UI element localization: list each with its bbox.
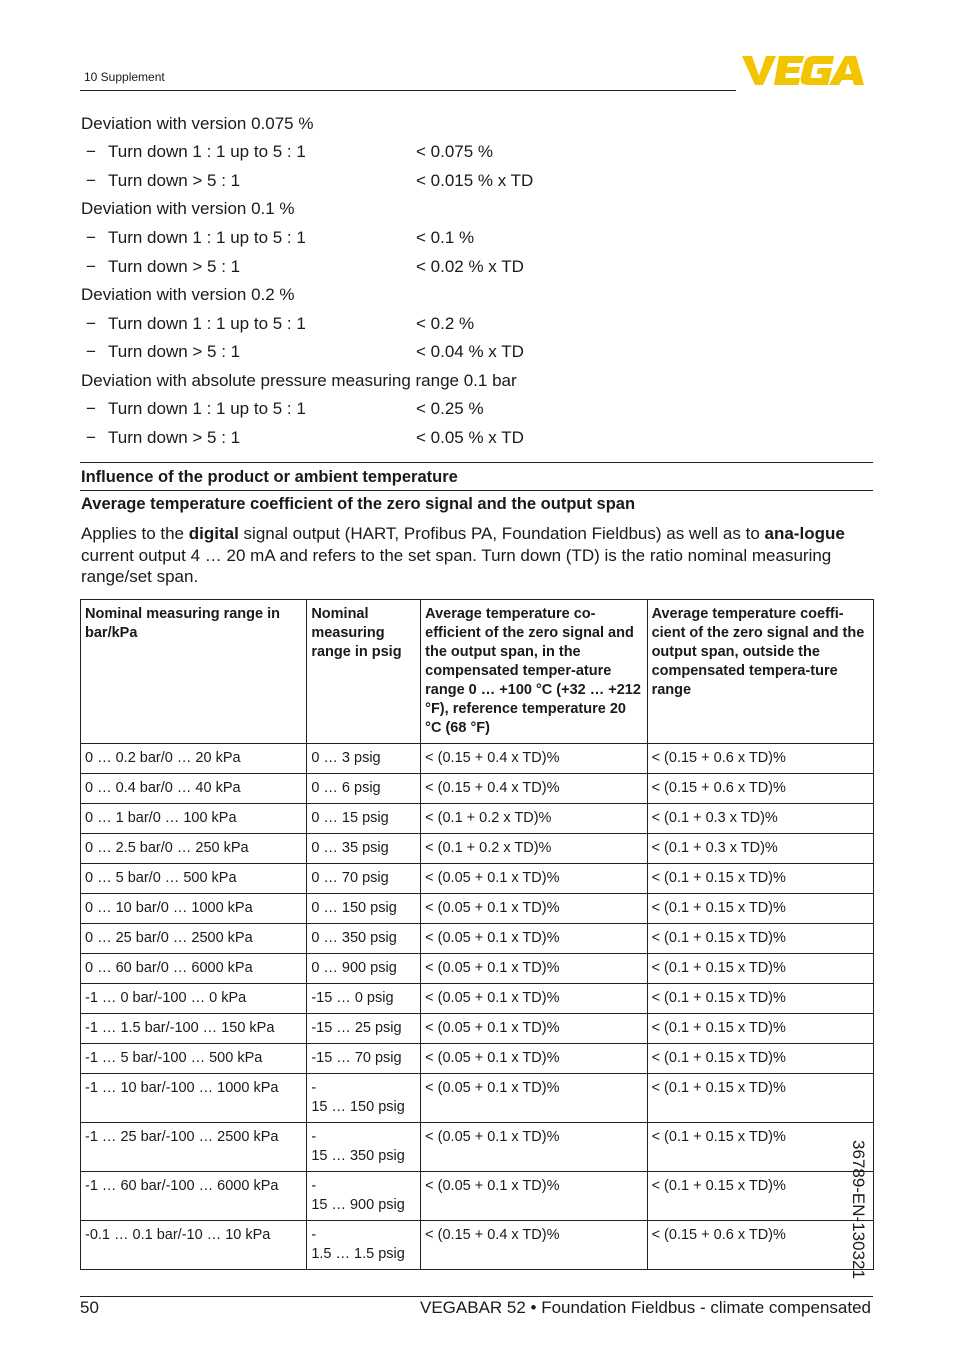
table-cell: < (0.05 + 0.1 x TD)% <box>421 864 647 894</box>
table-body <box>81 744 874 1270</box>
table-row <box>81 924 874 954</box>
dash: − <box>86 228 96 247</box>
table-cell: < (0.1 + 0.2 x TD)% <box>421 834 647 864</box>
table-cell: -1 … 1.5 bar/-100 … 150 kPa <box>81 1014 307 1044</box>
dash: − <box>86 342 96 361</box>
row-label-text: Turn down > 5 : 1 <box>108 171 241 190</box>
deviation-row-value: < 0.015 % x TD <box>416 171 534 190</box>
table-cell: < (0.1 + 0.15 x TD)% <box>647 1014 873 1044</box>
deviation-row-label <box>81 314 306 334</box>
deviation-row-label <box>81 228 306 248</box>
deviation-title: Deviation with version 0.2 % <box>81 285 295 304</box>
table-cell: 0 … 900 psig <box>307 954 421 984</box>
table-cell: -1 … 25 bar/-100 … 2500 kPa <box>81 1123 307 1172</box>
table-cell: < (0.15 + 0.4 x TD)% <box>421 774 647 804</box>
table-row <box>81 744 874 774</box>
table-cell: < (0.05 + 0.1 x TD)% <box>421 1044 647 1074</box>
table-cell: -1 … 5 bar/-100 … 500 kPa <box>81 1044 307 1074</box>
table-row <box>81 984 874 1014</box>
dash: − <box>86 428 96 447</box>
table-row <box>81 1044 874 1074</box>
table-row <box>81 894 874 924</box>
section-heading: Influence of the product or ambient temperature <box>81 468 458 486</box>
table-cell: < (0.1 + 0.15 x TD)% <box>647 1123 873 1172</box>
table-row <box>81 954 874 984</box>
table-row <box>81 1014 874 1044</box>
table-cell: < (0.1 + 0.15 x TD)% <box>647 864 873 894</box>
deviation-row-value: < 0.25 % <box>416 399 484 418</box>
table-cell: - 15 … 350 psig <box>307 1123 421 1172</box>
deviation-row-value: < 0.02 % x TD <box>416 257 524 276</box>
temperature-coefficient-table <box>80 599 874 1270</box>
table-cell: 0 … 2.5 bar/0 … 250 kPa <box>81 834 307 864</box>
table-cell: -1 … 0 bar/-100 … 0 kPa <box>81 984 307 1014</box>
table-cell: < (0.1 + 0.3 x TD)% <box>647 804 873 834</box>
table-cell: < (0.05 + 0.1 x TD)% <box>421 894 647 924</box>
table-cell: < (0.1 + 0.15 x TD)% <box>647 924 873 954</box>
table-row <box>81 1123 874 1172</box>
table-cell: < (0.15 + 0.4 x TD)% <box>421 744 647 774</box>
table-cell: < (0.1 + 0.15 x TD)% <box>647 984 873 1014</box>
row-label-text: Turn down > 5 : 1 <box>108 257 241 276</box>
table-cell: 0 … 0.4 bar/0 … 40 kPa <box>81 774 307 804</box>
column-header: Average temperature coeffi-cient of the zero signal and the output span, outside the compensated tempera-ture range <box>647 600 873 744</box>
deviation-row-label <box>81 171 240 191</box>
section-divider <box>80 462 873 463</box>
table-cell: < (0.15 + 0.6 x TD)% <box>647 744 873 774</box>
section-label: 10 Supplement <box>84 70 165 84</box>
page-number: 50 <box>80 1298 99 1317</box>
para-text: current output 4 … 20 mA and refers to the set span. Turn down (TD) is the ratio nominal measuring range/set span. <box>81 545 832 586</box>
table-cell: 0 … 15 psig <box>307 804 421 834</box>
column-header: Nominal measuring range in psig <box>307 600 421 744</box>
table-cell: 0 … 150 psig <box>307 894 421 924</box>
deviation-title: Deviation with absolute pressure measuring range 0.1 bar <box>81 371 517 390</box>
table-row <box>81 804 874 834</box>
table-row <box>81 834 874 864</box>
table-cell: < (0.1 + 0.3 x TD)% <box>647 834 873 864</box>
table-cell: < (0.1 + 0.15 x TD)% <box>647 894 873 924</box>
table-row <box>81 774 874 804</box>
table-cell: < (0.05 + 0.1 x TD)% <box>421 954 647 984</box>
footer-divider <box>80 1296 873 1297</box>
deviation-row-value: < 0.04 % x TD <box>416 342 524 361</box>
para-bold: digital <box>188 524 239 543</box>
table-cell: < (0.1 + 0.15 x TD)% <box>647 1172 873 1221</box>
table-cell: - 15 … 900 psig <box>307 1172 421 1221</box>
para-text: signal output (HART, Profibus PA, Foundation Fieldbus) as well as to <box>238 524 765 543</box>
dash: − <box>86 314 96 333</box>
table-cell: 0 … 0.2 bar/0 … 20 kPa <box>81 744 307 774</box>
table-cell: 0 … 60 bar/0 … 6000 kPa <box>81 954 307 984</box>
dash: − <box>86 171 96 190</box>
column-header: Average temperature co-efficient of the zero signal and the output span, in the compensated temper-ature range 0 … +100 °C (+32 … +212 °F), reference temperature 20 °C (68 °F) <box>421 600 647 744</box>
table-cell: < (0.1 + 0.15 x TD)% <box>647 1044 873 1074</box>
table-cell: -1 … 10 bar/-100 … 1000 kPa <box>81 1074 307 1123</box>
dash: − <box>86 142 96 161</box>
deviation-row-label <box>81 257 240 277</box>
table-cell: 0 … 70 psig <box>307 864 421 894</box>
table-cell: < (0.1 + 0.15 x TD)% <box>647 954 873 984</box>
deviation-row-value: < 0.2 % <box>416 314 475 333</box>
table-cell: < (0.1 + 0.2 x TD)% <box>421 804 647 834</box>
table-cell: 0 … 1 bar/0 … 100 kPa <box>81 804 307 834</box>
table-row <box>81 1221 874 1270</box>
dash: − <box>86 257 96 276</box>
column-header: Nominal measuring range in bar/kPa <box>81 600 307 744</box>
row-label-text: Turn down 1 : 1 up to 5 : 1 <box>108 314 306 333</box>
table-row <box>81 1172 874 1221</box>
row-label-text: Turn down > 5 : 1 <box>108 342 241 361</box>
deviation-row-label <box>81 399 306 419</box>
section-divider <box>80 490 873 491</box>
table-cell: 0 … 350 psig <box>307 924 421 954</box>
deviation-row-label <box>81 342 240 362</box>
table-cell: < (0.15 + 0.4 x TD)% <box>421 1221 647 1270</box>
table-cell: < (0.05 + 0.1 x TD)% <box>421 984 647 1014</box>
table-cell: 0 … 5 bar/0 … 500 kPa <box>81 864 307 894</box>
deviation-row-label <box>81 142 306 162</box>
table-cell: < (0.1 + 0.15 x TD)% <box>647 1074 873 1123</box>
row-label-text: Turn down 1 : 1 up to 5 : 1 <box>108 142 306 161</box>
table-cell: -15 … 25 psig <box>307 1014 421 1044</box>
row-label-text: Turn down > 5 : 1 <box>108 428 241 447</box>
deviation-row-value: < 0.075 % <box>416 142 494 161</box>
table-cell: < (0.05 + 0.1 x TD)% <box>421 1074 647 1123</box>
table-cell: -1 … 60 bar/-100 … 6000 kPa <box>81 1172 307 1221</box>
deviation-row-value: < 0.1 % <box>416 228 475 247</box>
header-divider <box>80 90 736 91</box>
intro-paragraph <box>81 523 873 588</box>
row-label-text: Turn down 1 : 1 up to 5 : 1 <box>108 228 306 247</box>
table-cell: < (0.15 + 0.6 x TD)% <box>647 1221 873 1270</box>
table-cell: 0 … 25 bar/0 … 2500 kPa <box>81 924 307 954</box>
document-code: 36789-EN-130321 <box>849 1140 868 1279</box>
table-cell: - 1.5 … 1.5 psig <box>307 1221 421 1270</box>
table-cell: < (0.05 + 0.1 x TD)% <box>421 1123 647 1172</box>
para-text: Applies to the <box>81 524 189 543</box>
vega-logo-icon <box>742 52 874 88</box>
table-cell: < (0.05 + 0.1 x TD)% <box>421 1172 647 1221</box>
table-row <box>81 1074 874 1123</box>
table-header-row <box>81 600 874 744</box>
vega-logo <box>742 52 874 93</box>
sub-heading: Average temperature coefficient of the zero signal and the output span <box>81 495 636 513</box>
table-cell: 0 … 3 psig <box>307 744 421 774</box>
table-cell: 0 … 35 psig <box>307 834 421 864</box>
table-cell: 0 … 6 psig <box>307 774 421 804</box>
table-cell: < (0.05 + 0.1 x TD)% <box>421 924 647 954</box>
table-cell: 0 … 10 bar/0 … 1000 kPa <box>81 894 307 924</box>
footer-title: VEGABAR 52 • Foundation Fieldbus - climate compensated <box>419 1298 871 1317</box>
table-cell: < (0.15 + 0.6 x TD)% <box>647 774 873 804</box>
table-cell: -15 … 70 psig <box>307 1044 421 1074</box>
deviation-row-label <box>81 428 240 448</box>
deviation-title: Deviation with version 0.075 % <box>81 114 314 133</box>
table-row <box>81 864 874 894</box>
table-cell: -15 … 0 psig <box>307 984 421 1014</box>
table-cell: - 15 … 150 psig <box>307 1074 421 1123</box>
dash: − <box>86 399 96 418</box>
para-bold: ana-logue <box>764 524 845 543</box>
deviation-title: Deviation with version 0.1 % <box>81 199 295 218</box>
table-cell: < (0.05 + 0.1 x TD)% <box>421 1014 647 1044</box>
deviation-row-value: < 0.05 % x TD <box>416 428 524 447</box>
row-label-text: Turn down 1 : 1 up to 5 : 1 <box>108 399 306 418</box>
table-cell: -0.1 … 0.1 bar/-10 … 10 kPa <box>81 1221 307 1270</box>
